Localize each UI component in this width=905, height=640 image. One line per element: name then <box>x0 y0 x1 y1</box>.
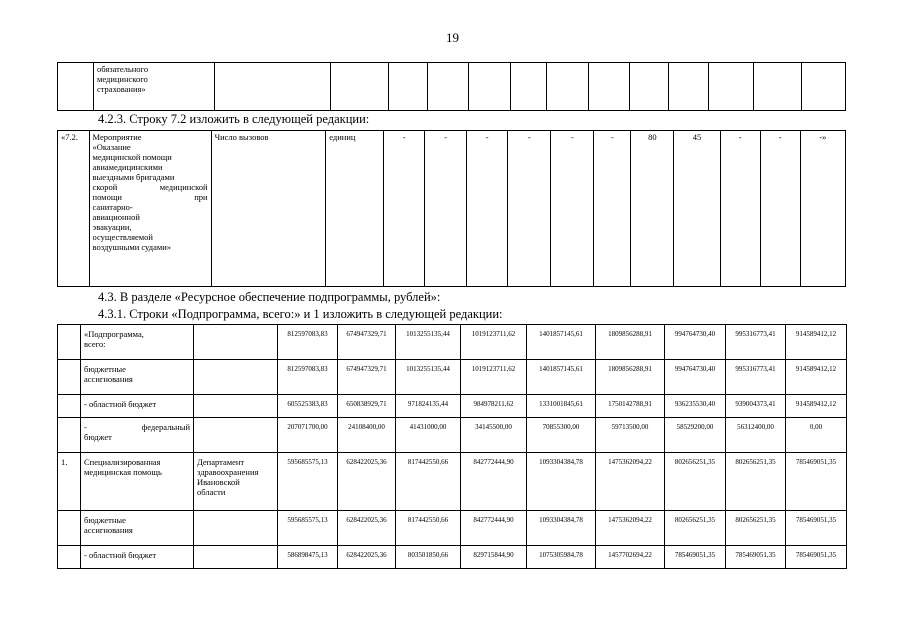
amount-cell: 939004373,41 <box>726 395 786 418</box>
row-number: 1. <box>58 453 81 511</box>
amount-cell: 56312400,00 <box>726 418 786 453</box>
row-number <box>58 511 81 546</box>
amount-cell: 207071700,00 <box>278 418 338 453</box>
amount-cell: 650838929,71 <box>338 395 396 418</box>
value-cell: - <box>551 131 594 287</box>
amount-cell: 1401857145,61 <box>527 360 596 395</box>
table-row <box>58 325 847 360</box>
amount-cell: 34145500,00 <box>461 418 527 453</box>
amount-cell: 674947329,71 <box>338 325 396 360</box>
value-cell: - <box>384 131 425 287</box>
row-executor: Департамент здравоохранения Ивановской области <box>194 453 278 511</box>
amount-cell: 0,00 <box>786 418 847 453</box>
amount-cell: 785469051,35 <box>726 546 786 569</box>
amount-cell: 785469051,35 <box>665 546 726 569</box>
value-cell: - <box>425 131 467 287</box>
row-name: бюджетные ассигнования <box>81 360 194 395</box>
amount-cell: 995316773,41 <box>726 325 786 360</box>
row-number <box>58 395 81 418</box>
amount-cell: 817442550,66 <box>396 453 461 511</box>
page-number: 19 <box>446 30 459 45</box>
row-number <box>58 546 81 569</box>
row-executor <box>194 546 278 569</box>
amount-cell: 785469051,35 <box>786 546 847 569</box>
value-cell: 45 <box>674 131 720 287</box>
amount-cell: 674947329,71 <box>338 360 396 395</box>
amount-cell: 802656251,35 <box>726 453 786 511</box>
amount-cell: 628422025,36 <box>338 546 396 569</box>
activity-title: Мероприятие «Оказание медицинской помощи авиамедицинскими выездными бригадами скорой медицинской помощи при санитарно- авиационной эвакуации, осуществляемой воздушными судами» <box>89 131 211 287</box>
row-index: «7.2. <box>58 131 90 287</box>
row-executor <box>194 325 278 360</box>
amount-cell: 785469051,35 <box>786 453 847 511</box>
amount-cell: 605525383,83 <box>278 395 338 418</box>
row-number <box>58 325 81 360</box>
amount-cell: 914589412,12 <box>786 360 847 395</box>
amount-cell: 829715844,90 <box>461 546 527 569</box>
amount-cell: 628422025,36 <box>338 453 396 511</box>
value-cell: -» <box>800 131 845 287</box>
amount-cell: 984978211,62 <box>461 395 527 418</box>
indicator-name: Число вызовов <box>211 131 326 287</box>
row-executor <box>194 360 278 395</box>
amount-cell: 1809856288,91 <box>596 360 665 395</box>
amount-cell: 1013255135,44 <box>396 325 461 360</box>
amount-cell: 1075305984,78 <box>527 546 596 569</box>
row-executor <box>194 418 278 453</box>
row-number <box>58 418 81 453</box>
amount-cell: 24108400,00 <box>338 418 396 453</box>
value-cell: - <box>760 131 800 287</box>
row-name: Специализированная медицинская помощь <box>81 453 194 511</box>
amount-cell: 41431000,00 <box>396 418 461 453</box>
amount-cell: 1019123711,62 <box>461 325 527 360</box>
amount-cell: 802656251,35 <box>726 511 786 546</box>
amount-cell: 1809856288,91 <box>596 325 665 360</box>
table-resources <box>57 324 847 569</box>
amount-cell: 842772444,90 <box>461 453 527 511</box>
amount-cell: 1457702694,22 <box>596 546 665 569</box>
amount-cell: 812597083,83 <box>278 360 338 395</box>
row-name: «Подпрограмма, всего: <box>81 325 194 360</box>
amount-cell: 1475362094,22 <box>596 511 665 546</box>
amount-cell: 994764730,40 <box>665 325 726 360</box>
amount-cell: 914589412,12 <box>786 395 847 418</box>
amount-cell: 803501850,66 <box>396 546 461 569</box>
amount-cell: 812597083,83 <box>278 325 338 360</box>
amount-cell: 971824135,44 <box>396 395 461 418</box>
value-cell: - <box>508 131 551 287</box>
heading-4-3: 4.3. В разделе «Ресурсное обеспечение подпрограммы, рублей»: <box>98 290 441 304</box>
amount-cell: 785469051,35 <box>786 511 847 546</box>
row-name: бюджетные ассигнования <box>81 511 194 546</box>
value-cell: - <box>720 131 760 287</box>
amount-cell: 1013255135,44 <box>396 360 461 395</box>
row-number <box>58 360 81 395</box>
amount-cell: 817442550,66 <box>396 511 461 546</box>
table-row-7-2 <box>57 130 846 287</box>
row-executor <box>194 511 278 546</box>
amount-cell: 70855300,00 <box>527 418 596 453</box>
amount-cell: 842772444,90 <box>461 511 527 546</box>
amount-cell: 936235530,40 <box>665 395 726 418</box>
amount-cell: 628422025,36 <box>338 511 396 546</box>
amount-cell: 595685575,13 <box>278 511 338 546</box>
table-row <box>58 546 847 569</box>
amount-cell: 586898475,13 <box>278 546 338 569</box>
amount-cell: 1750142788,91 <box>596 395 665 418</box>
amount-cell: 802656251,35 <box>665 453 726 511</box>
table-row <box>58 360 847 395</box>
amount-cell: 1093304384,78 <box>527 511 596 546</box>
heading-4-2-3: 4.2.3. Строку 7.2 изложить в следующей редакции: <box>98 112 370 126</box>
amount-cell: 1475362094,22 <box>596 453 665 511</box>
table-row <box>58 453 847 511</box>
row-name: - областной бюджет <box>81 395 194 418</box>
amount-cell: 995316773,41 <box>726 360 786 395</box>
amount-cell: 595685575,13 <box>278 453 338 511</box>
amount-cell: 59713500,00 <box>596 418 665 453</box>
amount-cell: 914589412,12 <box>786 325 847 360</box>
amount-cell: 1331001845,61 <box>527 395 596 418</box>
amount-cell: 1093304384,78 <box>527 453 596 511</box>
table-row <box>58 395 847 418</box>
value-cell: 80 <box>631 131 674 287</box>
value-cell: - <box>594 131 631 287</box>
row-name: - областной бюджет <box>81 546 194 569</box>
row-name: - федеральный бюджет <box>81 418 194 453</box>
amount-cell: 1401857145,61 <box>527 325 596 360</box>
cell-text: обязательного медицинского страхования» <box>93 63 214 111</box>
table-row <box>58 418 847 453</box>
table-continuation <box>57 62 846 111</box>
unit: единиц <box>326 131 384 287</box>
amount-cell: 802656251,35 <box>665 511 726 546</box>
amount-cell: 58529200,00 <box>665 418 726 453</box>
table-row <box>58 131 846 287</box>
value-cell: - <box>467 131 508 287</box>
heading-4-3-1: 4.3.1. Строки «Подпрограмма, всего:» и 1 изложить в следующей редакции: <box>98 307 503 321</box>
amount-cell: 1019123711,62 <box>461 360 527 395</box>
amount-cell: 994764730,40 <box>665 360 726 395</box>
row-executor <box>194 395 278 418</box>
table-row <box>58 63 846 111</box>
table-row <box>58 511 847 546</box>
